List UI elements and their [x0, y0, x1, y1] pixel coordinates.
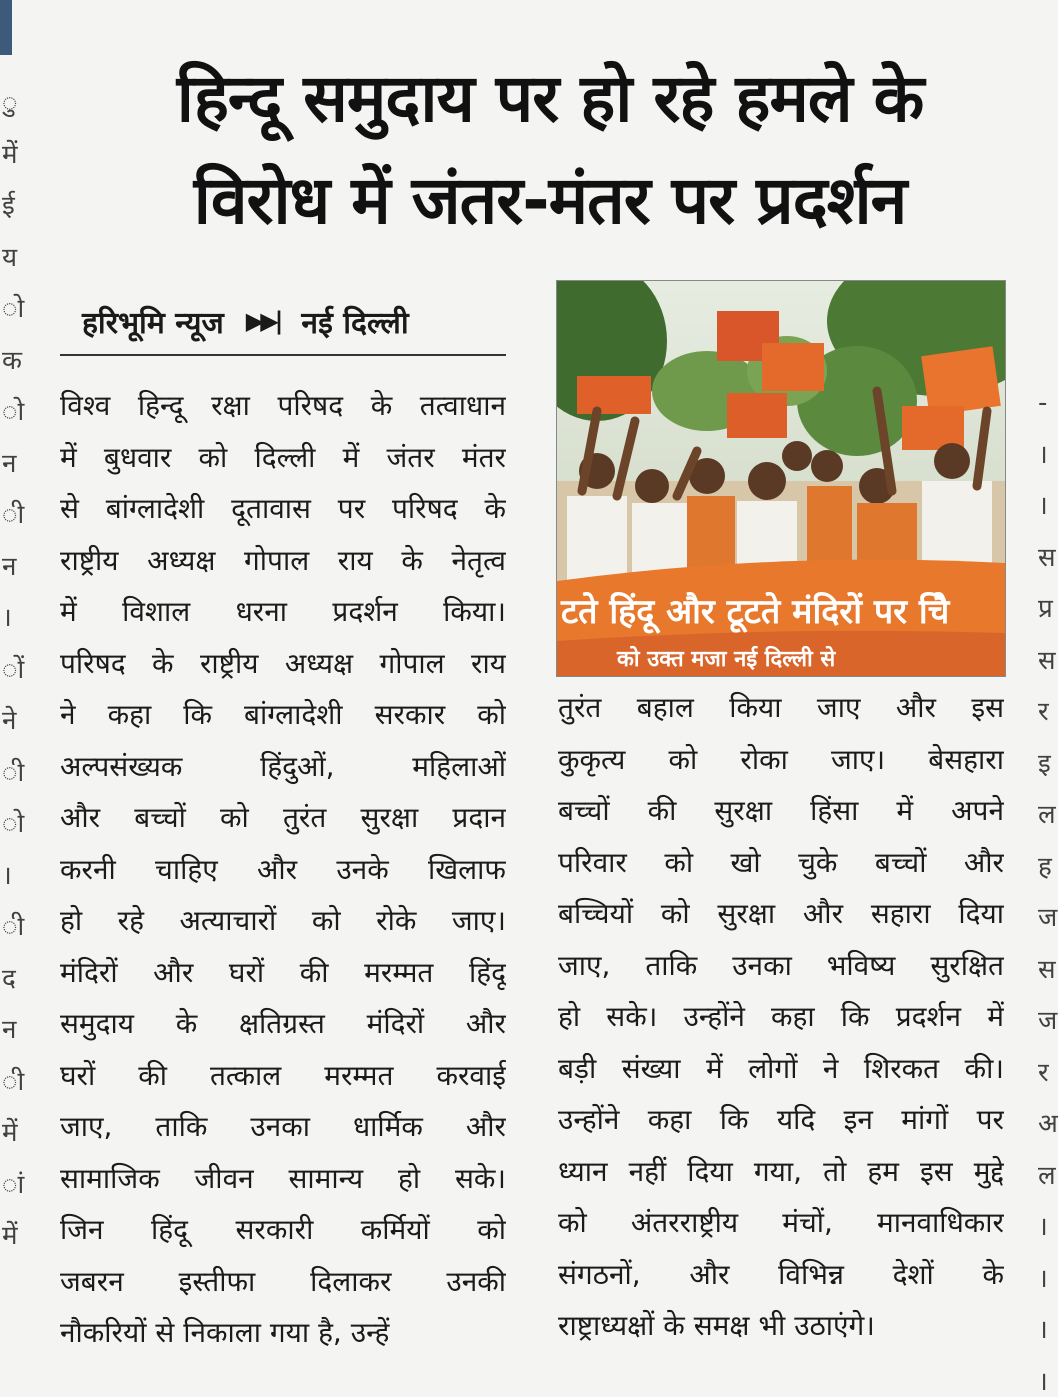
banner-text-line-2: को उक्त मजा नई दिल्ली से [617, 647, 836, 672]
adjacent-text-fragment: । [1038, 1263, 1048, 1294]
adjacent-text-fragment: में [2, 1118, 18, 1148]
adjacent-text-fragment: प्र [1038, 594, 1053, 624]
article-line: में बुधवार को दिल्ली में जंतर मंतर [60, 440, 506, 474]
adjacent-text-fragment: न [2, 551, 17, 582]
article-line: से बांग्लादेशी दूतावास पर परिषद के [60, 492, 506, 525]
article-line: बच्चों की सुरक्षा हिंसा में अपने [558, 794, 1004, 827]
article-line: समुदाय के क्षतिग्रस्त मंदिरों और [60, 1007, 506, 1040]
article-line: परिषद के राष्ट्रीय अध्यक्ष गोपाल राय [60, 646, 506, 680]
adjacent-text-fragment: । [2, 603, 12, 633]
article-line: जाए, ताकि उनका धार्मिक और [60, 1110, 506, 1143]
article-line: जाए, ताकि उनका भविष्य सुरक्षित [558, 948, 1004, 982]
adjacent-text-fragment: द [2, 963, 16, 994]
article-line: बच्चियों को सुरक्षा और सहारा दिया [558, 897, 1004, 930]
article-line: राष्ट्राध्यक्षों के समक्ष भी उठाएंगे। [558, 1309, 875, 1342]
article-line: को अंतरराष्ट्रीय मंचों, मानवाधिकार [558, 1206, 1004, 1239]
byline-source: हरिभूमि न्यूज [82, 305, 224, 341]
adjacent-text-fragment: ी [2, 912, 25, 942]
adjacent-text-fragment: ो [2, 294, 25, 324]
adjacent-text-fragment: र [1038, 1057, 1049, 1088]
adjacent-photo-fragment [0, 0, 12, 55]
adjacent-text-fragment: । [1038, 439, 1048, 470]
adjacent-text-fragment: अ [1038, 1109, 1058, 1139]
article-line: हो रहे अत्याचारों को रोके जाए। [60, 904, 506, 937]
adjacent-text-fragment: र [1038, 697, 1049, 727]
adjacent-text-fragment: में [2, 1221, 18, 1251]
adjacent-text-fragment: । [1038, 1212, 1048, 1242]
adjacent-text-fragment: स [1038, 542, 1056, 573]
article-line: जिन हिंदू सरकारी कर्मियों को [60, 1213, 506, 1246]
protest-photo [556, 280, 1006, 677]
article-line: नौकरियों से निकाला गया है, उन्हें [60, 1316, 390, 1349]
adjacent-text-fragment: । [1038, 1315, 1048, 1345]
adjacent-text-fragment: य [2, 242, 18, 273]
article-line: जबरन इस्तीफा दिलाकर उनकी [60, 1264, 506, 1298]
byline-arrow-icon: ▶▶| [245, 307, 280, 335]
adjacent-text-fragment: ु [2, 88, 18, 118]
article-column-2 [558, 682, 1004, 1352]
adjacent-text-fragment: ई [2, 191, 15, 221]
adjacent-text-fragment: क [2, 345, 22, 376]
headline-line-1: हिन्दू समुदाय पर हो रहे हमले के [176, 60, 924, 137]
protest-photo-illustration [557, 281, 1005, 676]
adjacent-text-fragment: ों [2, 654, 25, 685]
article-line: हो सके। उन्होंने कहा कि प्रदर्शन में [558, 1000, 1004, 1033]
adjacent-text-fragment: ी [2, 500, 25, 530]
article-line: विश्व हिन्दू रक्षा परिषद के तत्वाधान [60, 389, 506, 422]
article-line: सामाजिक जीवन सामान्य हो सके। [60, 1161, 506, 1195]
banner-text-line-1: टते हिंदू और टूटते मंदिरों पर चैि [561, 592, 950, 632]
article-line: बड़ी संख्या में लोगों ने शिरकत की। [558, 1051, 1004, 1085]
adjacent-text-fragment: स [1038, 645, 1056, 676]
adjacent-text-fragment: में [2, 139, 18, 170]
article-line: में विशाल धरना प्रदर्शन किया। [60, 595, 506, 628]
adjacent-text-fragment: स [1038, 954, 1056, 985]
adjacent-text-fragment: न [2, 1015, 17, 1045]
article-line: कुकृत्य को रोका जाए। बेसहारा [558, 742, 1004, 776]
article-line: और बच्चों को तुरंत सुरक्षा प्रदान [60, 801, 506, 834]
adjacent-text-fragment: इ [1038, 748, 1051, 779]
adjacent-text-fragment: ल [1038, 1160, 1056, 1191]
article-line: ध्यान नहीं दिया गया, तो हम इस मुद्दे [558, 1154, 1004, 1188]
adjacent-text-fragment: ज [1038, 903, 1058, 933]
article-column-1 [60, 380, 506, 1359]
adjacent-text-fragment: ह [1038, 851, 1052, 882]
adjacent-text-fragment: - [1038, 388, 1048, 418]
article-line: परिवार को खो चुके बच्चों और [558, 845, 1004, 879]
adjacent-text-fragment: न [2, 448, 17, 479]
article-line: करनी चाहिए और उनके खिलाफ [60, 852, 506, 886]
adjacent-text-fragment: ो [2, 397, 25, 427]
article-line: घरों की तत्काल मरम्मत करवाई [60, 1058, 506, 1092]
article-line: उन्होंने कहा कि यदि इन मांगों पर [558, 1103, 1004, 1136]
headline [70, 48, 1030, 252]
adjacent-text-fragment: ज [1038, 1006, 1058, 1036]
byline [60, 288, 506, 356]
adjacent-text-fragment: । [2, 860, 12, 891]
adjacent-text-fragment: ल [1038, 800, 1056, 830]
adjacent-text-fragment: ने [2, 706, 17, 736]
article-line: ने कहा कि बांग्लादेशी सरकार को [60, 698, 506, 731]
article-line: संगठनों, और विभिन्न देशों के [558, 1257, 1004, 1291]
adjacent-text-fragment: ी [2, 757, 25, 788]
adjacent-text-fragment: ी [2, 1066, 25, 1097]
adjacent-text-fragment: । [1038, 1366, 1048, 1397]
article-line: मंदिरों और घरों की मरम्मत हिंदू [60, 955, 506, 989]
adjacent-text-fragment: । [1038, 491, 1048, 521]
article-line: तुरंत बहाल किया जाए और इस [558, 691, 1004, 724]
article-line: राष्ट्रीय अध्यक्ष गोपाल राय के नेतृत्व [60, 543, 506, 577]
adjacent-text-fragment: ां [2, 1169, 25, 1200]
headline-line-2: विरोध में जंतर-मंतर पर प्रदर्शन [193, 162, 907, 239]
adjacent-text-fragment: ो [2, 809, 25, 839]
byline-place: नई दिल्ली [301, 305, 409, 341]
article-line: अल्पसंख्यक हिंदुओं, महिलाओं [60, 749, 506, 783]
